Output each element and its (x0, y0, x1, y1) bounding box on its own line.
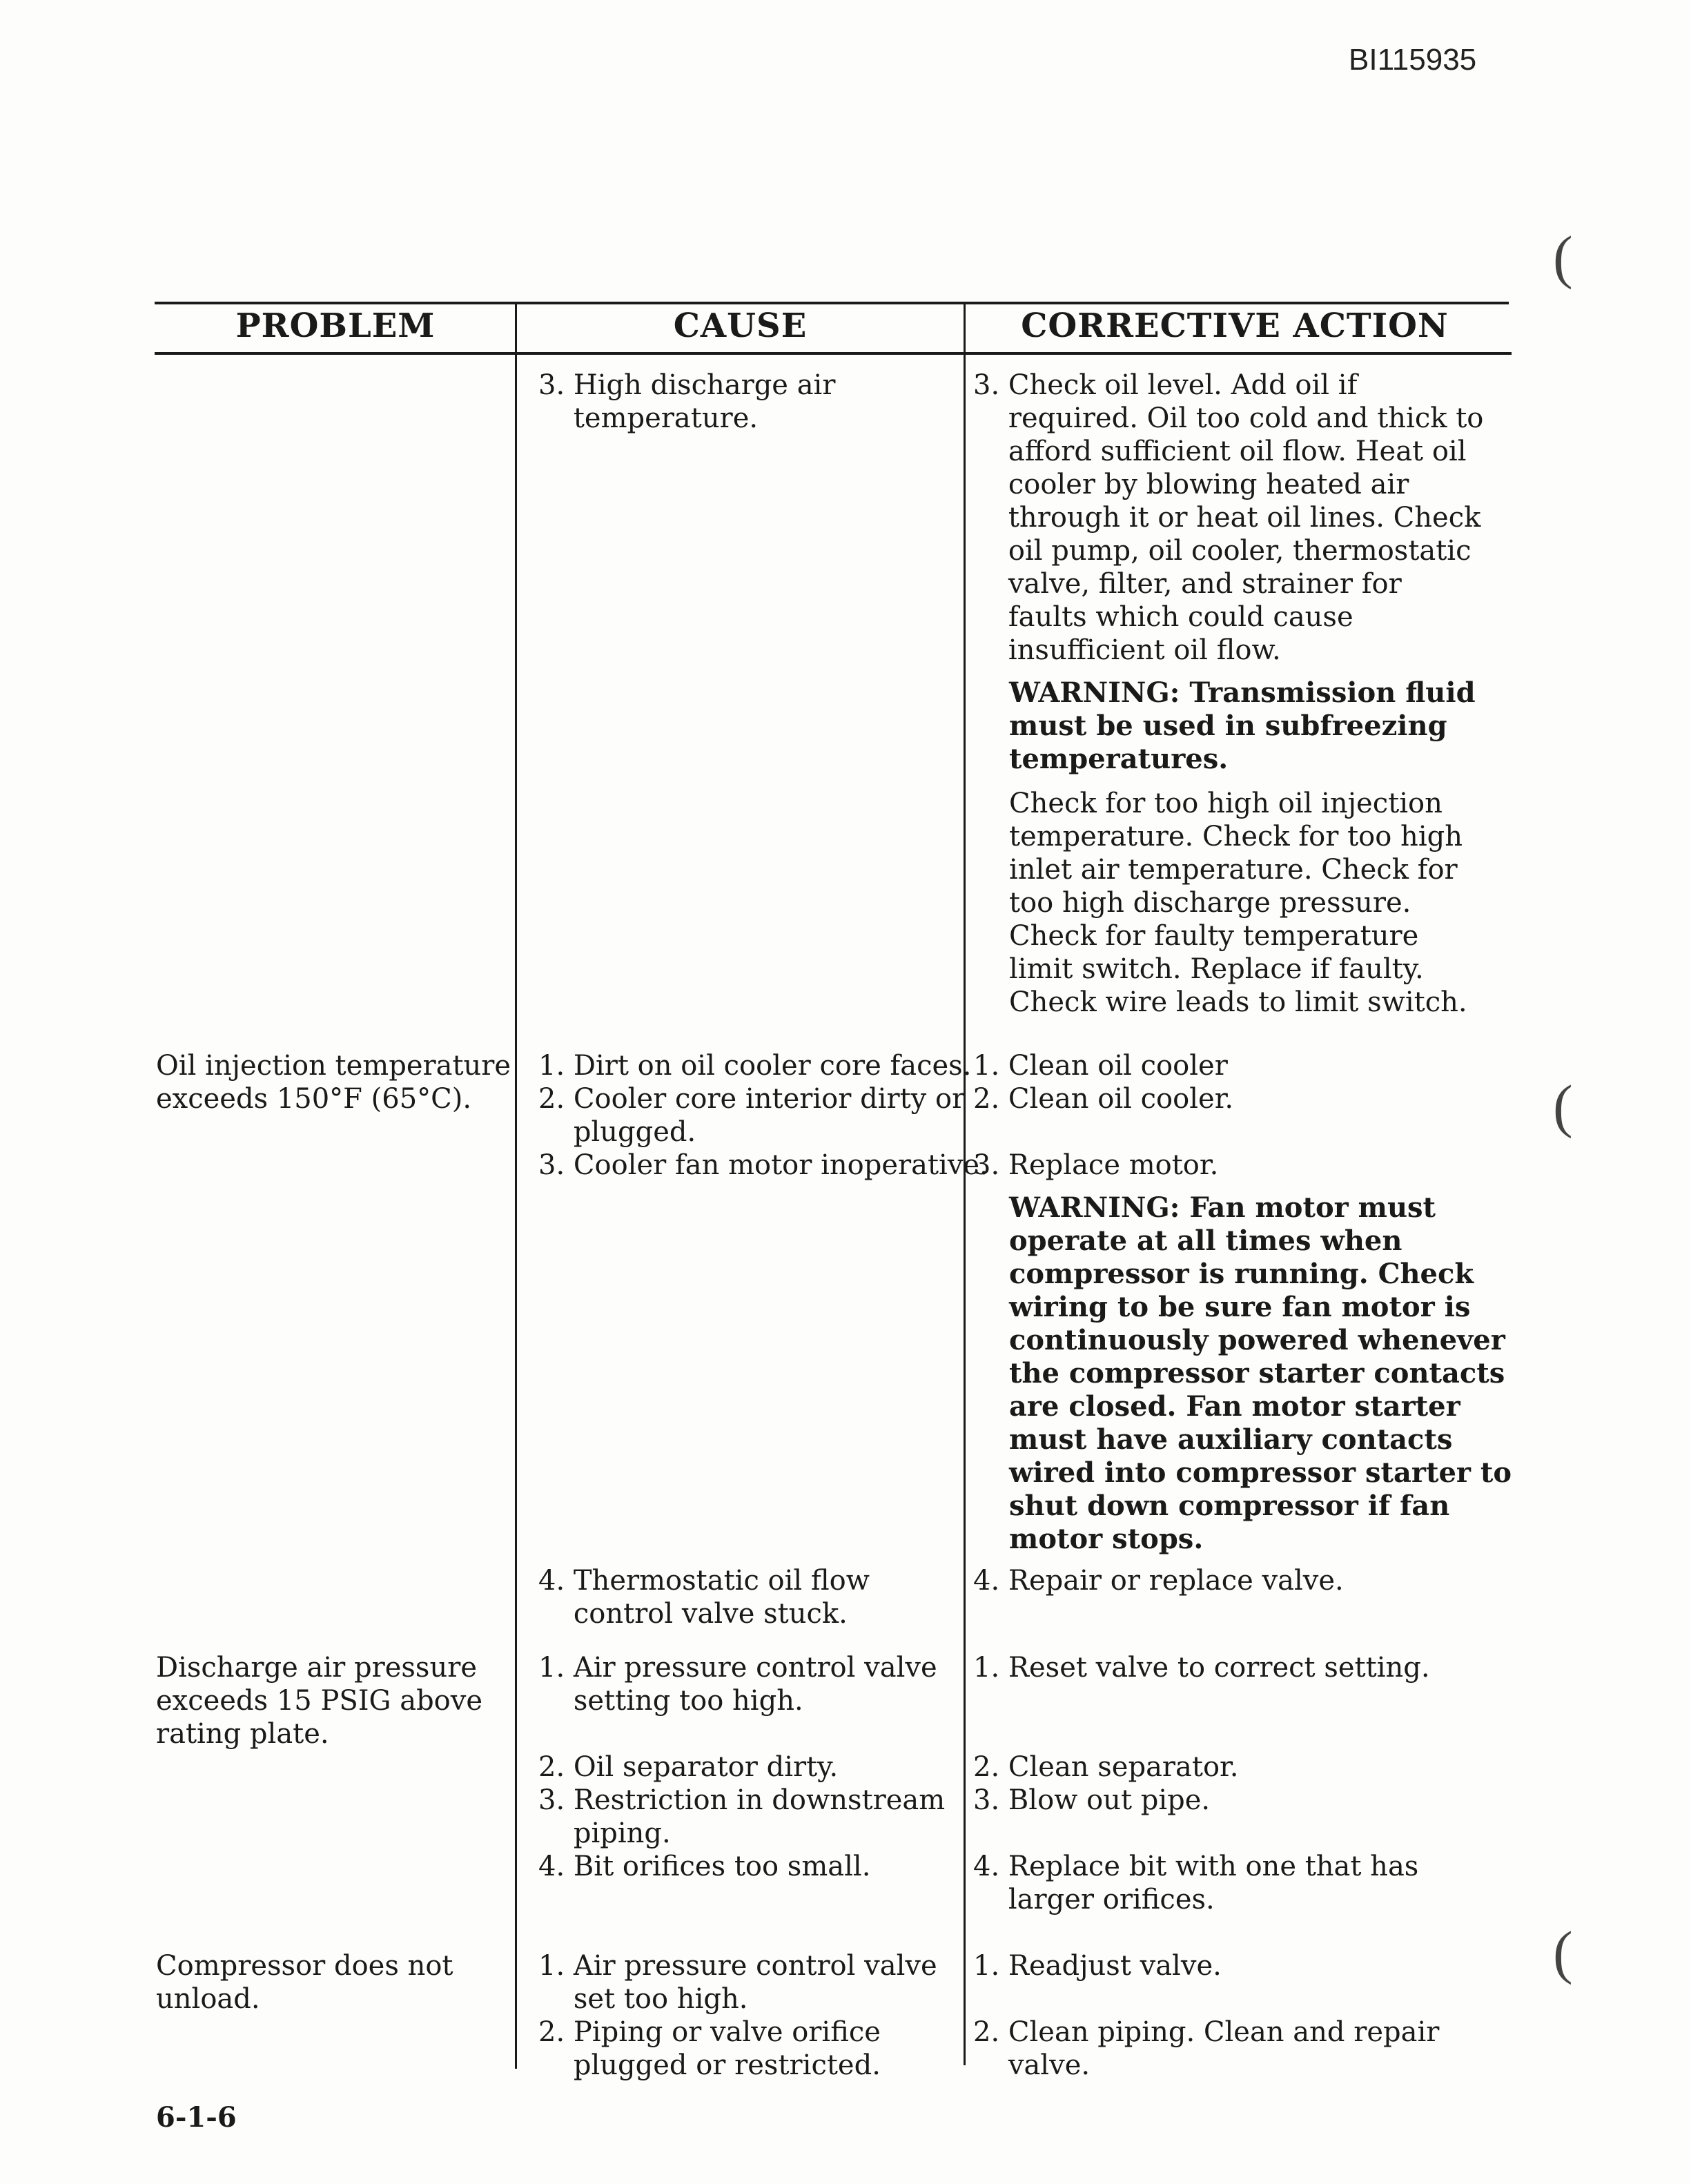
problem-oil-injection-temperature: Oil injection temperature exceeds 150°F (65°C). (156, 1050, 511, 1115)
cause-pressure-control-setting: 1. Air pressure control valve setting too high. (538, 1652, 937, 1717)
action-replace-bit: 4. Replace bit with one that has larger orifices. (973, 1851, 1419, 1915)
column-divider-right (964, 302, 966, 2065)
document-id: BI115935 (1349, 43, 1477, 77)
margin-mark-middle: ( (1553, 1073, 1573, 1139)
cause-separator-piping-orifices: 2. Oil separator dirty. 3. Restriction in downstream piping. 4. Bit orifices too small. (538, 1751, 946, 1882)
header-problem: PROBLEM (235, 306, 436, 345)
problem-compressor-does-not-unload: Compressor does not unload. (156, 1950, 453, 2015)
action-repair-valve: 4. Repair or replace valve. (973, 1565, 1344, 1597)
page-number: 6-1-6 (156, 2101, 237, 2134)
margin-mark-bottom: ( (1553, 1919, 1573, 1985)
table-header-rule (155, 352, 1512, 355)
warning-transmission-fluid: WARNING: Transmission fluid must be used in subfreezing temperatures. (1009, 676, 1476, 775)
cause-high-discharge-temp: 3. High discharge air temperature. (538, 369, 836, 434)
cause-oil-cooler-list: 1. Dirt on oil cooler core faces. 2. Cooler core interior dirty or plugged. 3. Cooler fan motor inoperative. (538, 1050, 988, 1181)
cause-thermostatic-valve: 4. Thermostatic oil flow control valve stuck. (538, 1565, 870, 1630)
action-clean-separator-blow-pipe: 2. Clean separator. 3. Blow out pipe. (973, 1751, 1239, 1816)
warning-fan-motor: WARNING: Fan motor must operate at all times when compressor is running. Check wiring to be sure fan motor is continuously powered whenever the compressor starter contacts are closed. Fan motor starter must have auxiliary contacts wired into compressor starter to shut down compressor if fan motor stops. (1009, 1191, 1512, 1555)
action-replace-motor: 3. Replace motor. (973, 1149, 1219, 1181)
action-check-oil-level: 3. Check oil level. Add oil if required. Oil too cold and thick to afford sufficient oil flow. Heat oil cooler by blowing heated air through it or heat oil lines. Check oil pump, oil cooler, thermostatic valve, filter, and strainer for faults which could cause insufficient oil flow. (973, 369, 1484, 666)
table-top-rule (155, 302, 1509, 304)
cause-unload-list: 1. Air pressure control valve set too high. 2. Piping or valve orifice plugged or restricted. (538, 1950, 937, 2081)
margin-mark-top: ( (1553, 224, 1573, 290)
column-divider-left (515, 302, 517, 2069)
header-cause: CAUSE (673, 306, 808, 345)
action-readjust-valve: 1. Readjust valve. (973, 1950, 1222, 1982)
action-clean-oil-cooler: 1. Clean oil cooler 2. Clean oil cooler. (973, 1050, 1234, 1115)
action-check-temperatures: Check for too high oil injection temperature. Check for too high inlet air temperature. Check for too high discharge pressure. Check for faulty temperature limit switch. Replace if faulty. Check wire leads to limit switch. (1009, 788, 1467, 1018)
header-corrective-action: CORRECTIVE ACTION (1021, 306, 1449, 345)
action-clean-piping: 2. Clean piping. Clean and repair valve. (973, 2016, 1440, 2081)
action-reset-valve: 1. Reset valve to correct setting. (973, 1652, 1430, 1684)
problem-discharge-air-pressure: Discharge air pressure exceeds 15 PSIG above rating plate. (156, 1652, 483, 1750)
